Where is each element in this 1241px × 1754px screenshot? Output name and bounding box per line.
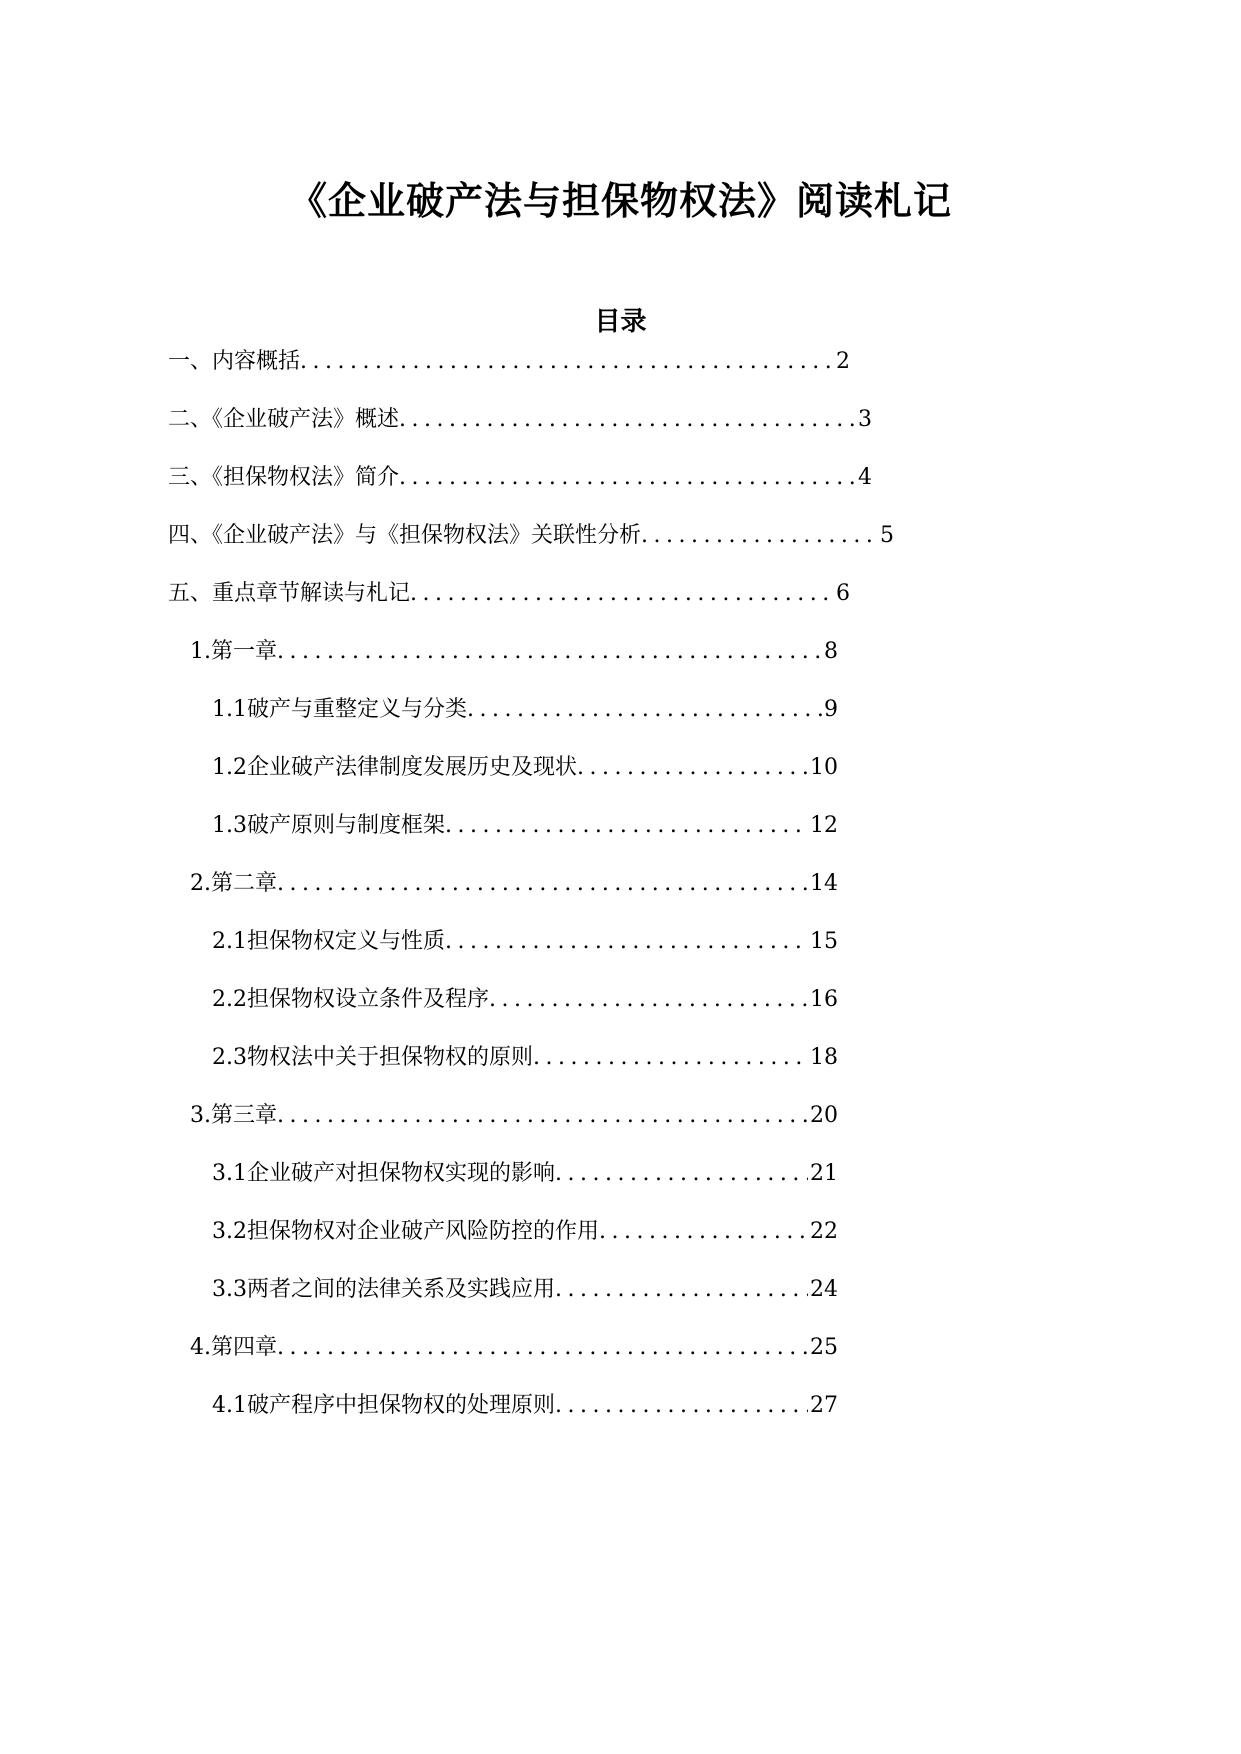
toc-dot-leader xyxy=(641,516,878,556)
toc-entry[interactable] xyxy=(212,806,838,846)
toc-entry[interactable] xyxy=(168,400,872,440)
toc-entry-page: 3 xyxy=(858,407,872,432)
toc-entry-page: 27 xyxy=(810,1393,838,1418)
toc-entry-number: 2.1 xyxy=(212,929,247,954)
toc-entry-page: 18 xyxy=(810,1045,838,1070)
toc-entry[interactable] xyxy=(212,922,838,962)
toc-entry-label: 企业破产法律制度发展历史及现状 xyxy=(247,755,578,780)
toc-entry-label: 第四章 xyxy=(211,1335,278,1360)
toc-dot-leader xyxy=(555,1270,808,1310)
toc-dot-leader xyxy=(555,1386,808,1426)
toc-entry[interactable] xyxy=(190,864,838,904)
toc-entry-label: 破产与重整定义与分类 xyxy=(247,697,468,722)
toc-entry-label: 第二章 xyxy=(211,871,278,896)
toc-entry[interactable] xyxy=(212,748,838,788)
toc-entry-number: 2.2 xyxy=(212,987,247,1012)
toc-entry[interactable] xyxy=(212,690,838,730)
toc-entry-number: 2. xyxy=(190,871,211,896)
toc-entry-label: 物权法中关于担保物权的原则 xyxy=(247,1045,534,1070)
toc-dot-leader xyxy=(445,922,808,962)
toc-entry-label: 两者之间的法律关系及实践应用 xyxy=(247,1277,556,1302)
toc-entry[interactable] xyxy=(212,1270,838,1310)
toc-entry-number: 1.1 xyxy=(212,697,247,722)
toc-entry-label: 第三章 xyxy=(211,1103,278,1128)
toc-entry-page: 5 xyxy=(880,523,894,548)
toc-entry[interactable] xyxy=(190,632,838,672)
toc-entry-page: 10 xyxy=(810,755,838,780)
toc-entry[interactable] xyxy=(212,1154,838,1194)
toc-entry[interactable] xyxy=(168,516,894,556)
toc-entry-number: 3. xyxy=(190,1103,211,1128)
toc-dot-leader xyxy=(300,342,834,382)
toc-entry-page: 25 xyxy=(810,1335,838,1360)
document-title: 《企业破产法与担保物权法》阅读札记 xyxy=(288,179,952,224)
toc-dot-leader xyxy=(410,574,834,614)
toc-entry-page: 15 xyxy=(810,929,838,954)
toc-entry-label: 四、《企业破产法》与《担保物权法》关联性分析 xyxy=(168,523,642,548)
toc-entry[interactable] xyxy=(212,1386,838,1426)
toc-entry-label: 企业破产对担保物权实现的影响 xyxy=(247,1161,556,1186)
toc-entry-page: 2 xyxy=(836,349,850,374)
toc-entry-label: 破产程序中担保物权的处理原则 xyxy=(247,1393,556,1418)
toc-entry-number: 3.2 xyxy=(212,1219,247,1244)
toc-entry-label: 担保物权设立条件及程序 xyxy=(247,987,490,1012)
toc-entry-label: 二、《企业破产法》概述 xyxy=(168,407,400,432)
toc-entry-label: 担保物权对企业破产风险防控的作用 xyxy=(247,1219,600,1244)
toc-entry-page: 16 xyxy=(810,987,838,1012)
toc-entry[interactable] xyxy=(168,574,850,614)
toc-entry-page: 14 xyxy=(810,871,838,896)
toc-entry-number: 1. xyxy=(190,639,211,664)
toc-entry-label: 一、内容概括 xyxy=(168,349,301,374)
toc-entry[interactable] xyxy=(212,1212,838,1252)
toc-heading: 目录 xyxy=(594,306,647,337)
toc-dot-leader xyxy=(533,1038,808,1078)
toc-entry-page: 9 xyxy=(824,697,838,722)
toc-entry-label: 第一章 xyxy=(211,639,278,664)
toc-entry-number: 4. xyxy=(190,1335,211,1360)
toc-entry[interactable] xyxy=(190,1328,838,1368)
toc-dot-leader xyxy=(445,806,808,846)
toc-dot-leader xyxy=(489,980,808,1020)
toc-dot-leader xyxy=(555,1154,808,1194)
toc-entry[interactable] xyxy=(190,1096,838,1136)
toc-entry-label: 三、《担保物权法》简介 xyxy=(168,465,400,490)
toc-entry-label: 担保物权定义与性质 xyxy=(247,929,446,954)
toc-entry-page: 4 xyxy=(858,465,872,490)
toc-dot-leader xyxy=(277,864,808,904)
toc-entry-page: 6 xyxy=(836,581,850,606)
toc-entry-page: 21 xyxy=(810,1161,838,1186)
toc-entry-number: 3.3 xyxy=(212,1277,247,1302)
toc-dot-leader xyxy=(277,632,822,672)
toc-dot-leader xyxy=(277,1328,808,1368)
toc-entry[interactable] xyxy=(168,458,872,498)
toc-entry[interactable] xyxy=(212,980,838,1020)
toc-entry-number: 1.2 xyxy=(212,755,247,780)
toc-entry-page: 8 xyxy=(824,639,838,664)
toc-entry-page: 24 xyxy=(810,1277,838,1302)
toc-entry-page: 22 xyxy=(810,1219,838,1244)
toc-dot-leader xyxy=(399,400,856,440)
toc-dot-leader xyxy=(467,690,822,730)
toc-entry[interactable] xyxy=(212,1038,838,1078)
toc-dot-leader xyxy=(577,748,808,788)
toc-entry-page: 20 xyxy=(810,1103,838,1128)
toc-entry[interactable] xyxy=(168,342,850,382)
toc-entry-number: 2.3 xyxy=(212,1045,247,1070)
toc-entry-number: 1.3 xyxy=(212,813,247,838)
toc-dot-leader xyxy=(599,1212,808,1252)
toc-dot-leader xyxy=(277,1096,808,1136)
toc-entry-number: 3.1 xyxy=(212,1161,247,1186)
toc-entry-label: 破产原则与制度框架 xyxy=(247,813,446,838)
toc-entry-page: 12 xyxy=(810,813,838,838)
toc-entry-number: 4.1 xyxy=(212,1393,247,1418)
toc-entry-label: 五、重点章节解读与札记 xyxy=(168,581,411,606)
toc-dot-leader xyxy=(399,458,856,498)
